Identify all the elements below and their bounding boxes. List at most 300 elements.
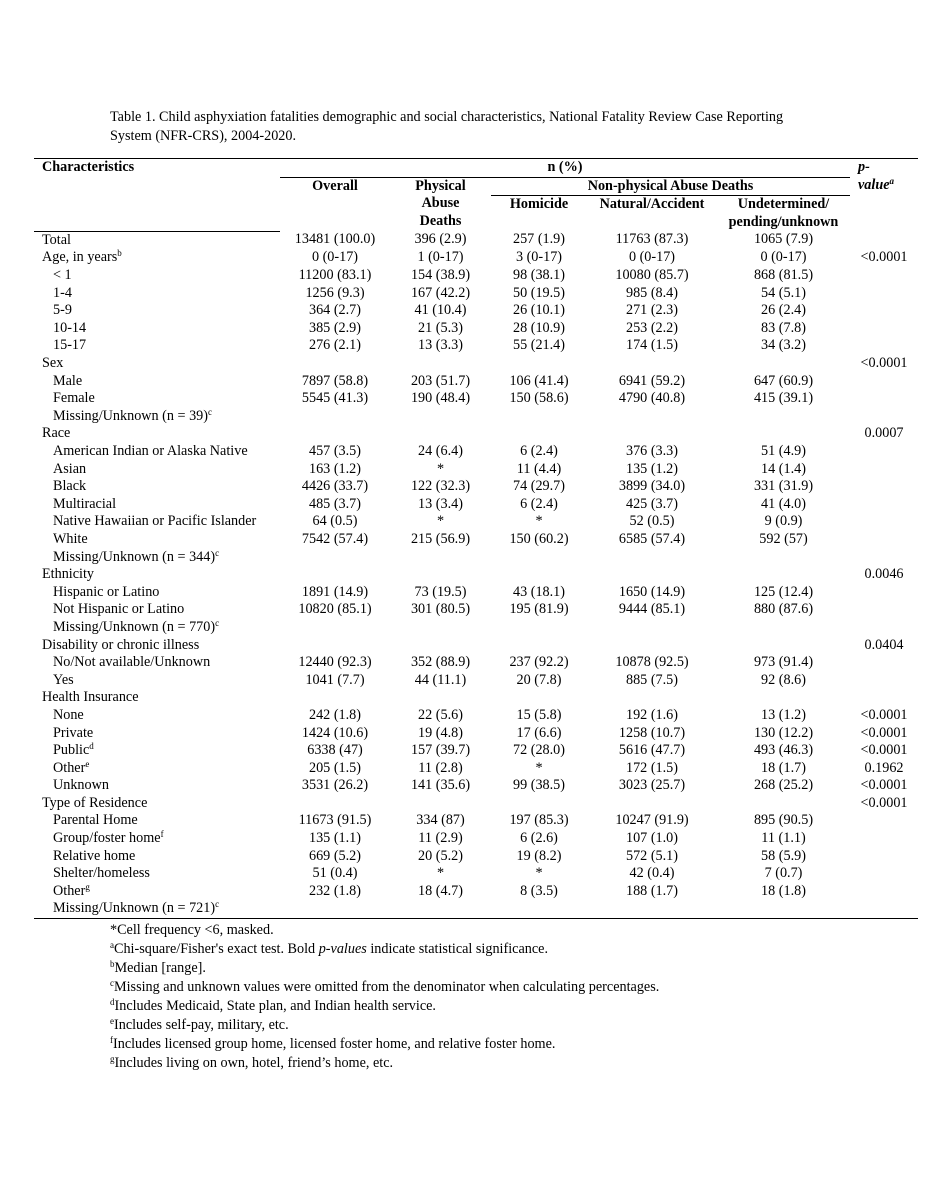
row-label: Missing/Unknown (n = 770)$^c$ (53, 617, 220, 635)
table-row (34, 478, 918, 496)
physical-cell: 141 (35.6) (410, 777, 471, 794)
undetermined-cell: 130 (12.2) (753, 724, 814, 741)
overall-cell: 457 (3.5) (308, 443, 361, 459)
physical-cell: 334 (87) (416, 812, 465, 829)
homicide-cell: 15 (5.8) (516, 706, 562, 723)
natural-cell: 9444 (85.1) (618, 601, 686, 618)
homicide-cell: 195 (81.9) (509, 601, 569, 618)
overall-cell: 13481 (100.0) (294, 231, 376, 248)
table-row (34, 742, 918, 760)
overall-cell: 1891 (14.9) (301, 583, 369, 600)
overall-cell: 364 (2.7) (308, 302, 361, 319)
table-row (34, 390, 918, 408)
undetermined-cell: 58 (5.9) (761, 847, 806, 864)
table-row (34, 848, 918, 866)
p-value-cell (850, 883, 918, 901)
undetermined-cell: 92 (8.6) (761, 671, 806, 688)
row-label: 10-14 (53, 319, 87, 336)
natural-cell: 10080 (85.7) (615, 267, 689, 284)
p-value-cell (850, 830, 918, 848)
homicide-header: Homicide (509, 196, 569, 213)
undetermined-cell: 647 (60.9) (753, 372, 814, 389)
homicide-cell: 43 (18.1) (512, 583, 565, 600)
section-row (34, 355, 918, 373)
p-value-cell (850, 461, 918, 479)
homicide-cell (491, 566, 587, 584)
p-value-cell: 0.0046 (864, 566, 904, 583)
physical-cell: 301 (80.5) (410, 601, 471, 618)
overall-cell: 5545 (41.3) (301, 390, 369, 407)
physical-cell: 1 (0-17) (417, 249, 464, 266)
row-label: Relative home (53, 847, 136, 864)
section-row (34, 689, 918, 707)
natural-cell: 572 (5.1) (625, 847, 678, 864)
homicide-cell: 98 (38.1) (512, 267, 565, 284)
overall-cell: 6338 (47) (307, 742, 363, 759)
table-row (34, 461, 918, 479)
homicide-cell (491, 425, 587, 443)
row-label: Type of Residence (42, 794, 148, 811)
physical-cell: 157 (39.7) (410, 742, 471, 759)
overall-cell: 163 (1.2) (308, 460, 361, 477)
row-label: Multiracial (53, 495, 117, 512)
row-label: Group/foster home$^f$ (53, 829, 164, 847)
physical-cell (390, 619, 491, 637)
natural-cell: 6585 (57.4) (618, 530, 686, 547)
homicide-cell: 150 (60.2) (509, 530, 569, 547)
overall-cell (280, 637, 390, 655)
undetermined-cell: 83 (7.8) (761, 319, 806, 336)
undetermined-header: Undetermined/ pending/unknown (728, 196, 839, 230)
physical-cell: 22 (5.6) (418, 706, 463, 723)
row-label: Private (53, 724, 94, 741)
p-value-cell (850, 812, 918, 830)
homicide-cell: 74 (29.7) (512, 478, 565, 495)
physical-cell: 122 (32.3) (410, 478, 471, 495)
physical-cell (390, 689, 491, 707)
physical-cell: 215 (56.9) (410, 530, 471, 547)
table-row (34, 830, 918, 848)
physical-cell: 396 (2.9) (414, 231, 467, 248)
natural-cell: 174 (1.5) (625, 337, 678, 354)
row-label: Total (42, 231, 71, 248)
natural-cell: 10878 (92.5) (615, 654, 689, 671)
undetermined-cell: 592 (57) (759, 530, 808, 547)
section-row (34, 249, 918, 267)
undetermined-cell (717, 689, 850, 707)
table-row (34, 302, 918, 320)
physical-cell: 13 (3.3) (418, 337, 463, 354)
p-value-cell (850, 373, 918, 391)
natural-cell (587, 689, 717, 707)
p-value-cell (850, 390, 918, 408)
table-row (34, 373, 918, 391)
overall-cell: 135 (1.1) (308, 830, 361, 847)
overall-cell: 0 (0-17) (311, 249, 359, 266)
row-label: Male (53, 372, 83, 389)
physical-cell (390, 900, 491, 918)
section-row (34, 425, 918, 443)
row-label: Sex (42, 355, 64, 372)
natural-cell: 1258 (10.7) (618, 724, 686, 741)
overall-cell: 385 (2.9) (308, 319, 361, 336)
natural-cell (587, 900, 717, 918)
overall-cell: 7897 (58.8) (301, 372, 369, 389)
table-row (34, 513, 918, 531)
undetermined-cell (717, 795, 850, 813)
physical-cell: 11 (2.9) (418, 830, 463, 847)
homicide-cell: 8 (3.5) (520, 882, 558, 899)
row-label: Female (53, 390, 95, 407)
table-row (34, 408, 918, 426)
characteristics-header: Characteristics (34, 159, 280, 178)
natural-cell: 3023 (25.7) (618, 777, 686, 794)
p-value-cell (850, 320, 918, 338)
table-row (34, 900, 918, 918)
physical-cell (390, 425, 491, 443)
footnote-c: $^c$Missing and unknown values were omitted from the denominator when calculating percentages. (110, 978, 660, 995)
undetermined-cell: 9 (0.9) (764, 513, 803, 530)
table-header (34, 159, 918, 232)
overall-cell (280, 566, 390, 584)
undetermined-cell: 268 (25.2) (753, 777, 814, 794)
section-row (34, 637, 918, 655)
homicide-cell: 20 (7.8) (516, 671, 562, 688)
overall-cell: 11673 (91.5) (298, 812, 372, 829)
natural-cell: 6941 (59.2) (618, 372, 686, 389)
overall-cell: 1041 (7.7) (305, 671, 365, 688)
characteristics-table (34, 158, 918, 919)
p-value-cell (850, 619, 918, 637)
physical-cell: 18 (4.7) (418, 882, 463, 899)
overall-cell (280, 795, 390, 813)
p-value-cell (850, 689, 918, 707)
table-row (34, 619, 918, 637)
natural-cell (587, 408, 717, 426)
overall-cell: 7542 (57.4) (301, 530, 369, 547)
homicide-cell: 197 (85.3) (509, 812, 569, 829)
overall-cell (280, 619, 390, 637)
p-value-cell (850, 865, 918, 883)
p-value-cell (850, 654, 918, 672)
overall-cell (280, 408, 390, 426)
overall-cell: 10820 (85.1) (298, 601, 372, 618)
nonphysical-abuse-header: Non-physical Abuse Deaths (491, 177, 850, 196)
footnote-f: $^f$Includes licensed group home, licensed foster home, and relative foster home. (110, 1035, 556, 1052)
physical-cell: 154 (38.9) (410, 267, 471, 284)
table-row (34, 777, 918, 795)
homicide-cell (491, 355, 587, 373)
p-value-header: p- value$^a$ (850, 159, 918, 232)
homicide-cell: * (535, 513, 543, 530)
row-label: Shelter/homeless (53, 865, 150, 882)
natural-cell (587, 425, 717, 443)
physical-cell: 11 (2.8) (418, 759, 463, 776)
overall-cell: 1424 (10.6) (301, 724, 369, 741)
physical-cell (390, 408, 491, 426)
p-value-cell: 0.0404 (864, 636, 904, 653)
homicide-cell (491, 549, 587, 567)
row-label: Missing/Unknown (n = 39)$^c$ (53, 406, 213, 424)
overall-cell (280, 549, 390, 567)
homicide-cell: 17 (6.6) (516, 724, 562, 741)
natural-cell: 253 (2.2) (625, 319, 678, 336)
overall-cell: 12440 (92.3) (298, 654, 372, 671)
natural-cell: 5616 (47.7) (618, 742, 686, 759)
row-label: Unknown (53, 777, 109, 794)
p-value-cell: <0.0001 (860, 724, 908, 741)
natural-cell: 188 (1.7) (625, 882, 678, 899)
p-value-cell: <0.0001 (860, 355, 908, 372)
homicide-cell: 50 (19.5) (512, 284, 565, 301)
physical-cell: * (436, 460, 445, 477)
table-row (34, 707, 918, 725)
physical-cell: 167 (42.2) (410, 284, 471, 301)
physical-abuse-header: Physical Abuse Deaths (415, 177, 466, 229)
undetermined-cell: 13 (1.2) (761, 706, 806, 723)
undetermined-cell: 868 (81.5) (753, 267, 814, 284)
physical-cell: 41 (10.4) (414, 302, 467, 319)
natural-cell (587, 619, 717, 637)
row-label: Parental Home (53, 812, 138, 829)
overall-cell (280, 689, 390, 707)
natural-cell: 271 (2.3) (625, 302, 678, 319)
section-row (34, 795, 918, 813)
table-row (34, 725, 918, 743)
undetermined-cell: 973 (91.4) (753, 654, 814, 671)
row-label: Not Hispanic or Latino (53, 601, 185, 618)
undetermined-cell: 331 (31.9) (753, 478, 814, 495)
row-label: Other$^g$ (53, 881, 90, 899)
row-label: Race (42, 425, 71, 442)
overall-cell: 3531 (26.2) (301, 777, 369, 794)
homicide-cell: 28 (10.9) (512, 319, 565, 336)
p-value-cell: <0.0001 (860, 794, 908, 811)
homicide-cell: 257 (1.9) (512, 231, 565, 248)
homicide-cell: 55 (21.4) (512, 337, 565, 354)
undetermined-cell (717, 549, 850, 567)
footnote-masked: *Cell frequency <6, masked. (110, 922, 274, 938)
homicide-cell: 99 (38.5) (512, 777, 565, 794)
natural-cell: 885 (7.5) (625, 671, 678, 688)
p-value-cell: <0.0001 (860, 742, 908, 759)
natural-cell: 42 (0.4) (629, 865, 675, 882)
undetermined-cell: 415 (39.1) (753, 390, 814, 407)
table-row (34, 760, 918, 778)
natural-cell (587, 549, 717, 567)
natural-cell: 172 (1.5) (625, 759, 678, 776)
homicide-cell: * (535, 759, 543, 776)
p-value-cell: <0.0001 (860, 777, 908, 794)
row-label: No/Not available/Unknown (53, 654, 211, 671)
undetermined-cell: 125 (12.4) (753, 583, 814, 600)
physical-cell: * (436, 865, 445, 882)
table-row (34, 883, 918, 901)
undetermined-cell: 41 (4.0) (761, 495, 806, 512)
row-label: White (53, 530, 88, 547)
undetermined-cell: 51 (4.9) (761, 443, 806, 459)
natural-accident-header: Natural/Accident (599, 196, 705, 213)
table-row (34, 549, 918, 567)
physical-cell: 203 (51.7) (410, 372, 471, 389)
row-label: Yes (53, 671, 74, 688)
p-value-cell (850, 337, 918, 355)
natural-cell: 376 (3.3) (625, 443, 678, 459)
p-value-cell (850, 285, 918, 303)
overall-cell: 11200 (83.1) (298, 267, 372, 284)
undetermined-cell (717, 425, 850, 443)
row-label: Missing/Unknown (n = 344)$^c$ (53, 547, 220, 565)
footnote-d: $^d$Includes Medicaid, State plan, and Indian health service. (110, 997, 436, 1014)
overall-cell: 51 (0.4) (312, 865, 358, 882)
homicide-cell: 72 (28.0) (512, 742, 565, 759)
table-row (34, 654, 918, 672)
table-body (34, 231, 918, 918)
physical-cell: * (436, 513, 445, 530)
undetermined-cell (717, 619, 850, 637)
undetermined-cell: 7 (0.7) (764, 865, 803, 882)
row-label: Ethnicity (42, 566, 95, 583)
natural-cell: 425 (3.7) (625, 495, 678, 512)
p-value-cell (850, 531, 918, 549)
homicide-cell (491, 795, 587, 813)
p-value-cell: <0.0001 (860, 706, 908, 723)
p-value-cell: 0.0007 (864, 425, 904, 442)
homicide-cell: 237 (92.2) (509, 654, 569, 671)
p-value-cell (850, 672, 918, 690)
undetermined-cell (717, 566, 850, 584)
natural-cell: 3899 (34.0) (618, 478, 686, 495)
table-row (34, 531, 918, 549)
physical-cell: 19 (4.8) (418, 724, 463, 741)
row-label: Native Hawaiian or Pacific Islander (53, 513, 257, 530)
row-label: < 1 (53, 267, 72, 284)
p-value-cell (850, 601, 918, 619)
undetermined-cell: 11 (1.1) (761, 830, 806, 847)
natural-cell (587, 355, 717, 373)
physical-cell: 352 (88.9) (410, 654, 471, 671)
physical-cell: 73 (19.5) (414, 583, 467, 600)
p-value-cell (850, 443, 918, 461)
overall-cell: 1256 (9.3) (305, 284, 365, 301)
p-value-cell (850, 302, 918, 320)
overall-cell: 232 (1.8) (308, 882, 361, 899)
natural-cell: 52 (0.5) (629, 513, 675, 530)
footnote-b: $^b$Median [range]. (110, 959, 206, 976)
natural-cell: 192 (1.6) (625, 706, 678, 723)
overall-header: Overall (312, 177, 358, 194)
p-value-cell (850, 267, 918, 285)
natural-cell (587, 637, 717, 655)
row-label: Disability or chronic illness (42, 636, 200, 653)
undetermined-cell: 18 (1.7) (761, 759, 806, 776)
homicide-cell: 106 (41.4) (509, 372, 569, 389)
row-label: Missing/Unknown (n = 721)$^c$ (34, 900, 280, 918)
undetermined-cell: 895 (90.5) (753, 812, 814, 829)
table-row (34, 320, 918, 338)
homicide-cell: 26 (10.1) (512, 302, 565, 319)
homicide-cell (491, 637, 587, 655)
natural-cell: 135 (1.2) (625, 460, 678, 477)
undetermined-cell: 26 (2.4) (761, 302, 806, 319)
homicide-cell (491, 900, 587, 918)
footnote-a: $^a$Chi-square/Fisher's exact test. Bold p-values indicate statistical significance. (110, 940, 548, 957)
row-label: Black (53, 478, 87, 495)
row-label: Hispanic or Latino (53, 583, 160, 600)
physical-cell (390, 549, 491, 567)
natural-cell: 10247 (91.9) (615, 812, 689, 829)
undetermined-cell (717, 355, 850, 373)
undetermined-cell (717, 637, 850, 655)
overall-cell: 669 (5.2) (308, 847, 361, 864)
undetermined-cell: 1065 (7.9) (753, 231, 814, 248)
section-row (34, 231, 918, 249)
homicide-cell (491, 689, 587, 707)
physical-cell (390, 637, 491, 655)
p-value-cell (850, 549, 918, 567)
overall-cell (280, 355, 390, 373)
p-value-cell (850, 496, 918, 514)
natural-cell (587, 566, 717, 584)
table-row (34, 337, 918, 355)
homicide-cell: 11 (4.4) (516, 460, 562, 477)
physical-cell: 13 (3.4) (418, 495, 463, 512)
homicide-cell: 6 (2.6) (520, 830, 558, 847)
p-value-cell (850, 408, 918, 426)
table-row (34, 672, 918, 690)
table-row (34, 267, 918, 285)
table-row (34, 443, 918, 461)
section-row (34, 566, 918, 584)
homicide-cell: * (535, 865, 543, 882)
natural-cell: 985 (8.4) (625, 284, 678, 301)
row-label: Asian (53, 460, 87, 477)
row-label: American Indian or Alaska Native (53, 443, 248, 459)
physical-cell (390, 566, 491, 584)
homicide-cell: 6 (2.4) (520, 443, 558, 459)
p-value-cell (850, 900, 918, 918)
table-caption: Table 1. Child asphyxiation fatalities demographic and social characteristics, National Fatality Review Case Reporting System (NFR-CRS), 2004-2020. (110, 109, 784, 144)
physical-cell: 190 (48.4) (410, 390, 471, 407)
table-row (34, 865, 918, 883)
overall-cell (280, 425, 390, 443)
undetermined-cell: 493 (46.3) (753, 742, 814, 759)
n-percent-header: n (%) (280, 159, 850, 178)
row-label: 1-4 (53, 284, 72, 301)
overall-cell: 64 (0.5) (312, 513, 358, 530)
overall-cell: 205 (1.5) (308, 759, 361, 776)
natural-cell: 107 (1.0) (625, 830, 678, 847)
natural-cell: 11763 (87.3) (615, 231, 689, 248)
natural-cell (587, 795, 717, 813)
homicide-cell: 3 (0-17) (515, 249, 563, 266)
natural-cell: 1650 (14.9) (618, 583, 686, 600)
overall-cell (280, 900, 390, 918)
homicide-cell: 6 (2.4) (520, 495, 558, 512)
physical-cell (390, 795, 491, 813)
table-row (34, 285, 918, 303)
table-row (34, 496, 918, 514)
row-label: Health Insurance (42, 689, 139, 706)
p-value-cell (850, 513, 918, 531)
row-label: Other$^e$ (53, 758, 90, 776)
overall-cell: 485 (3.7) (308, 495, 361, 512)
undetermined-cell (717, 900, 850, 918)
p-value-cell: <0.0001 (860, 249, 908, 266)
footnote-g: $^g$Includes living on own, hotel, friend’s home, etc. (110, 1054, 394, 1071)
natural-cell: 4790 (40.8) (618, 390, 686, 407)
physical-cell: 20 (5.2) (418, 847, 463, 864)
